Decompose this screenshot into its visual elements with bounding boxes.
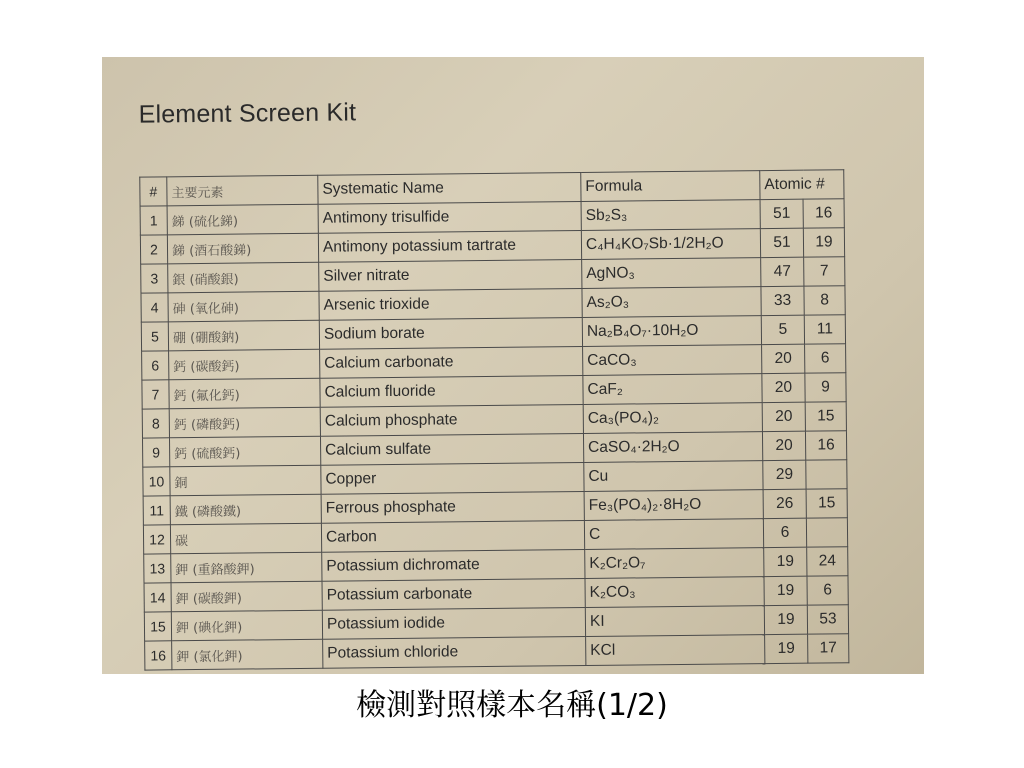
row-number-cell: 14 xyxy=(144,583,171,612)
row-number-cell: 5 xyxy=(141,322,168,351)
atomic-number-secondary-cell: 11 xyxy=(804,315,845,344)
header-chinese-element: 主要元素 xyxy=(167,175,318,206)
row-number-cell: 12 xyxy=(143,525,170,554)
formula-cell: KI xyxy=(585,606,764,637)
systematic-name-cell: Ferrous phosphate xyxy=(321,491,584,523)
header-number: # xyxy=(140,177,167,206)
formula-cell: AgNO₃ xyxy=(582,258,761,289)
formula-cell: Ca₃(PO₄)₂ xyxy=(583,403,762,434)
atomic-number-secondary-cell: 9 xyxy=(805,373,846,402)
row-number-cell: 6 xyxy=(142,351,169,380)
atomic-number-primary-cell: 51 xyxy=(760,199,803,228)
systematic-name-cell: Antimony trisulfide xyxy=(318,201,581,233)
row-number-cell: 11 xyxy=(143,496,170,525)
atomic-number-secondary-cell: 16 xyxy=(803,199,844,228)
systematic-name-cell: Calcium phosphate xyxy=(320,404,583,436)
atomic-number-secondary-cell: 53 xyxy=(807,605,848,634)
systematic-name-cell: Potassium carbonate xyxy=(322,578,585,610)
chinese-element-cell: 鈣 (碳酸鈣) xyxy=(169,349,320,380)
formula-cell: C xyxy=(584,519,763,550)
row-number-cell: 8 xyxy=(142,409,169,438)
atomic-number-primary-cell: 33 xyxy=(761,286,804,315)
atomic-number-primary-cell: 19 xyxy=(765,634,808,663)
chinese-element-cell: 銻 (酒石酸銻) xyxy=(167,233,318,264)
table-body xyxy=(140,199,849,670)
systematic-name-cell: Sodium borate xyxy=(319,317,582,349)
atomic-number-secondary-cell: 15 xyxy=(806,489,847,518)
formula-cell: KCl xyxy=(586,635,765,666)
formula-cell: Fe₃(PO₄)₂·8H₂O xyxy=(584,490,763,521)
atomic-number-secondary-cell xyxy=(806,460,847,489)
row-number-cell: 7 xyxy=(142,380,169,409)
systematic-name-cell: Calcium sulfate xyxy=(320,433,583,465)
chinese-element-cell: 鉀 (碳酸鉀) xyxy=(171,581,322,612)
row-number-cell: 1 xyxy=(140,206,167,235)
chinese-element-cell: 碳 xyxy=(170,523,321,554)
chinese-element-cell: 鐵 (磷酸鐵) xyxy=(170,494,321,525)
systematic-name-cell: Silver nitrate xyxy=(319,259,582,291)
systematic-name-cell: Carbon xyxy=(321,520,584,552)
systematic-name-cell: Potassium dichromate xyxy=(322,549,585,581)
atomic-number-primary-cell: 20 xyxy=(762,373,805,402)
atomic-number-secondary-cell: 8 xyxy=(804,286,845,315)
chinese-element-cell: 銻 (硫化銻) xyxy=(167,204,318,235)
formula-cell: CaSO₄·2H₂O xyxy=(583,432,762,463)
formula-cell: Cu xyxy=(584,461,763,492)
atomic-number-primary-cell: 51 xyxy=(760,228,803,257)
atomic-number-secondary-cell: 6 xyxy=(807,576,848,605)
row-number-cell: 3 xyxy=(141,264,168,293)
atomic-number-primary-cell: 26 xyxy=(763,489,806,518)
row-number-cell: 9 xyxy=(142,438,169,467)
row-number-cell: 10 xyxy=(143,467,170,496)
table-row xyxy=(145,634,849,670)
document-sheet xyxy=(102,57,924,674)
formula-cell: K₂Cr₂O₇ xyxy=(585,548,764,579)
formula-cell: K₂CO₃ xyxy=(585,577,764,608)
atomic-number-primary-cell: 29 xyxy=(763,460,806,489)
document-title: Element Screen Kit xyxy=(138,98,357,129)
chinese-element-cell: 砷 (氧化砷) xyxy=(168,291,319,322)
atomic-number-secondary-cell: 17 xyxy=(808,634,849,663)
atomic-number-secondary-cell: 15 xyxy=(805,402,846,431)
chinese-element-cell: 鉀 (氯化鉀) xyxy=(172,639,323,670)
atomic-number-primary-cell: 5 xyxy=(761,315,804,344)
header-atomic-number: Atomic # xyxy=(760,170,844,200)
row-number-cell: 2 xyxy=(140,235,167,264)
atomic-number-secondary-cell: 6 xyxy=(805,344,846,373)
element-table xyxy=(139,169,849,670)
atomic-number-secondary-cell xyxy=(806,518,847,547)
row-number-cell: 16 xyxy=(145,641,172,670)
atomic-number-secondary-cell: 19 xyxy=(803,228,844,257)
formula-cell: Sb₂S₃ xyxy=(581,200,760,231)
atomic-number-primary-cell: 47 xyxy=(761,257,804,286)
chinese-element-cell: 鈣 (磷酸鈣) xyxy=(169,407,320,438)
formula-cell: CaF₂ xyxy=(583,374,762,405)
chinese-element-cell: 銅 xyxy=(170,465,321,496)
chinese-element-cell: 鉀 (重鉻酸鉀) xyxy=(171,552,322,583)
row-number-cell: 4 xyxy=(141,293,168,322)
atomic-number-primary-cell: 19 xyxy=(764,605,807,634)
formula-cell: Na₂B₄O₇·10H₂O xyxy=(582,316,761,347)
document-photo xyxy=(102,57,924,674)
atomic-number-primary-cell: 20 xyxy=(762,344,805,373)
header-systematic-name: Systematic Name xyxy=(318,172,581,204)
systematic-name-cell: Potassium chloride xyxy=(323,636,586,668)
chinese-element-cell: 鉀 (碘化鉀) xyxy=(171,610,322,641)
header-formula: Formula xyxy=(581,171,760,202)
row-number-cell: 13 xyxy=(144,554,171,583)
slide-caption: 檢測對照樣本名稱(1/2) xyxy=(356,688,668,723)
atomic-number-primary-cell: 20 xyxy=(762,431,805,460)
systematic-name-cell: Copper xyxy=(321,462,584,494)
systematic-name-cell: Antimony potassium tartrate xyxy=(318,230,581,262)
systematic-name-cell: Potassium iodide xyxy=(322,607,585,639)
atomic-number-secondary-cell: 7 xyxy=(804,257,845,286)
systematic-name-cell: Calcium carbonate xyxy=(320,346,583,378)
formula-cell: C₄H₄KO₇Sb·1/2H₂O xyxy=(581,229,760,260)
systematic-name-cell: Arsenic trioxide xyxy=(319,288,582,320)
row-number-cell: 15 xyxy=(144,612,171,641)
formula-cell: CaCO₃ xyxy=(583,345,762,376)
atomic-number-primary-cell: 20 xyxy=(762,402,805,431)
atomic-number-secondary-cell: 16 xyxy=(805,431,846,460)
chinese-element-cell: 硼 (硼酸鈉) xyxy=(168,320,319,351)
atomic-number-primary-cell: 19 xyxy=(764,576,807,605)
chinese-element-cell: 鈣 (硫酸鈣) xyxy=(169,436,320,467)
chinese-element-cell: 鈣 (氟化鈣) xyxy=(169,378,320,409)
formula-cell: As₂O₃ xyxy=(582,287,761,318)
systematic-name-cell: Calcium fluoride xyxy=(320,375,583,407)
atomic-number-secondary-cell: 24 xyxy=(807,547,848,576)
chinese-element-cell: 銀 (硝酸銀) xyxy=(168,262,319,293)
atomic-number-primary-cell: 19 xyxy=(764,547,807,576)
atomic-number-primary-cell: 6 xyxy=(763,518,806,547)
